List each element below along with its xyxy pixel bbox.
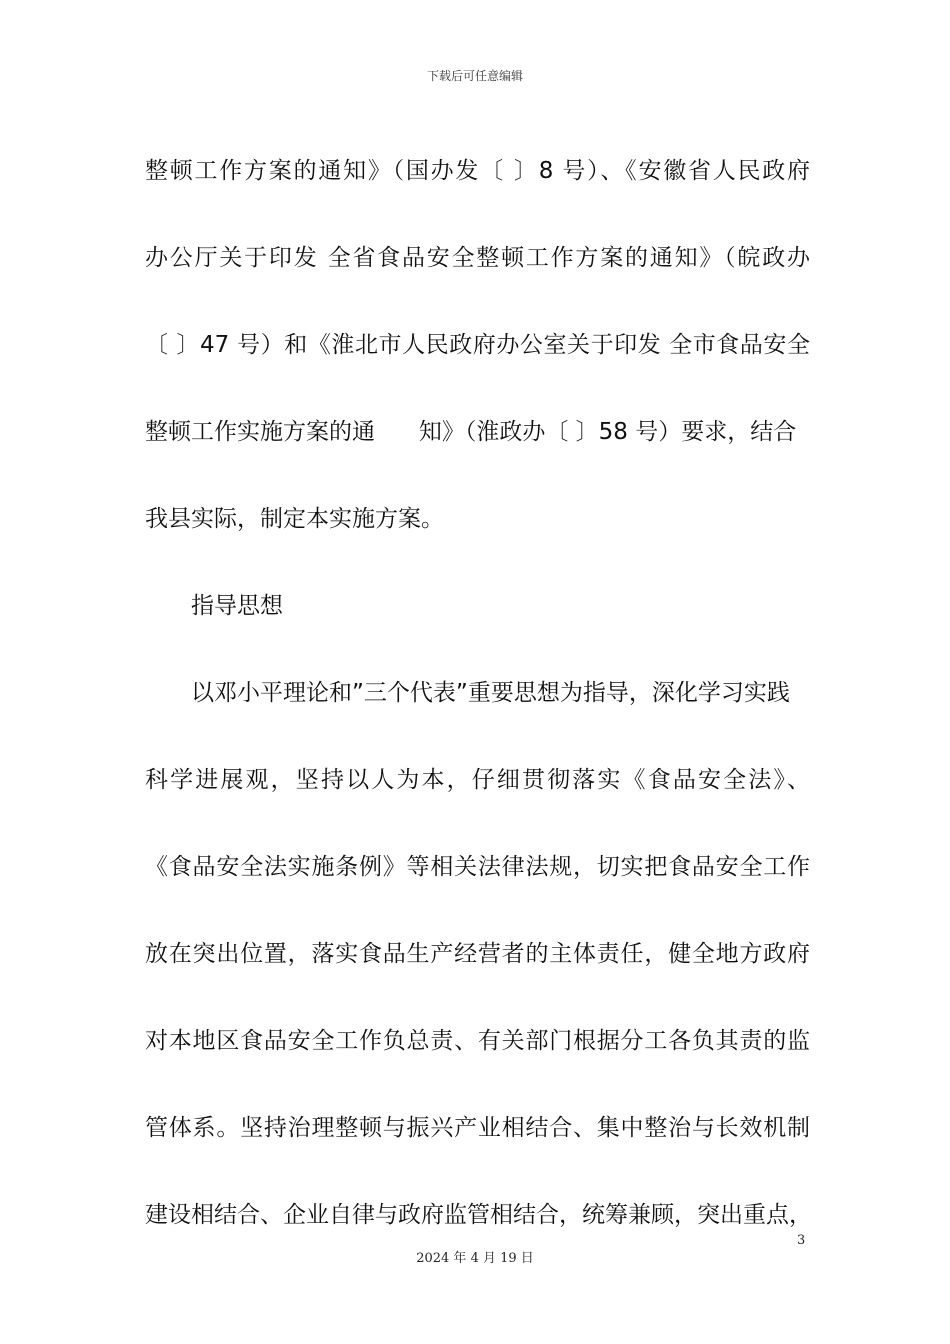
body-line-1: 整顿工作方案的通知》（国办发〔 〕8 号）、《安徽省人民政府 bbox=[145, 158, 810, 184]
body-line-7: 以邓小平理论和”三个代表”重要思想为指导，深化学习实践 bbox=[191, 680, 790, 706]
body-line-10: 放在突出位置，落实食品生产经营者的主体责任，健全地方政府 bbox=[145, 941, 810, 967]
body-line-5: 我县实际，制定本实施方案。 bbox=[145, 506, 444, 532]
body-line-3: 〔 〕47 号）和《淮北市人民政府办公室关于印发 全市食品安全 bbox=[145, 332, 810, 358]
document-body bbox=[145, 128, 810, 1259]
body-line-4: 整顿工作实施方案的通 知》（淮政办〔 〕58 号）要求，结合 bbox=[145, 419, 797, 445]
body-line-2: 办公厅关于印发 全省食品安全整顿工作方案的通知》（皖政办 bbox=[145, 245, 810, 271]
body-line-13: 建设相结合、企业自律与政府监管相结合，统筹兼顾，突出重点， bbox=[145, 1202, 812, 1228]
footer-date: 2024 年 4 月 19 日 bbox=[416, 1251, 534, 1266]
page-number: 3 bbox=[797, 1233, 806, 1248]
header-note: 下载后可任意编辑 bbox=[426, 69, 523, 83]
body-line-12: 管体系。坚持治理整顿与振兴产业相结合、集中整治与长效机制 bbox=[145, 1115, 810, 1141]
body-line-11: 对本地区食品安全工作负总责、有关部门根据分工各负其责的监 bbox=[145, 1028, 810, 1054]
section-heading: 指导思想 bbox=[191, 593, 283, 619]
body-line-9: 《食品安全法实施条例》等相关法律法规，切实把食品安全工作 bbox=[145, 854, 810, 880]
body-line-8: 科学进展观，坚持以人为本，仔细贯彻落实《食品安全法》、 bbox=[145, 767, 810, 793]
